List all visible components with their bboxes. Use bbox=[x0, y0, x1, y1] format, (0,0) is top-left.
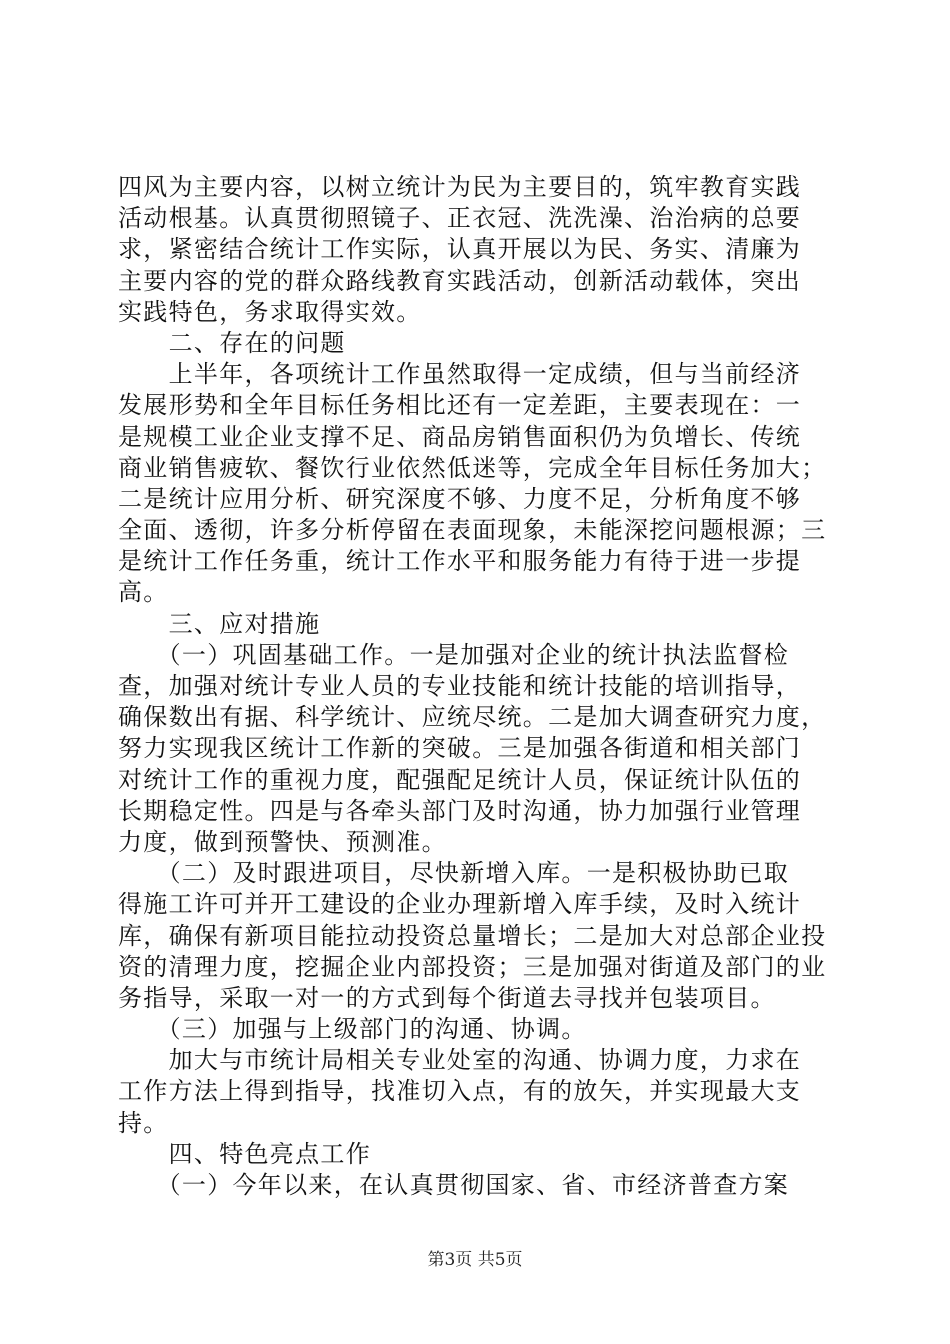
text-line: 确保数出有据、科学统计、应统尽统。二是加大调查研究力度， bbox=[118, 703, 827, 732]
text-line: （一）巩固基础工作。一是加强对企业的统计执法监督检 bbox=[118, 640, 790, 669]
text-line: 是统计工作任务重，统计工作水平和服务能力有待于进一步提 bbox=[118, 547, 802, 576]
text-line: 得施工许可并开工建设的企业办理新增入库手续，及时入统计 bbox=[118, 890, 802, 919]
text-line: 务指导，采取一对一的方式到每个街道去寻找并包装项目。 bbox=[118, 983, 776, 1012]
text-line: 商业销售疲软、餐饮行业依然低迷等，完成全年目标任务加大； bbox=[118, 453, 827, 482]
page-number-footer: 第3页 共5页 bbox=[427, 1250, 523, 1270]
text-line: 实践特色，务求取得实效。 bbox=[118, 297, 422, 326]
text-line: 是规模工业企业支撑不足、商品房销售面积仍为负增长、传统 bbox=[118, 422, 802, 451]
text-line: 库，确保有新项目能拉动投资总量增长；二是加大对总部企业投 bbox=[118, 921, 827, 950]
text-line: 力度，做到预警快、预测准。 bbox=[118, 827, 447, 856]
text-line: 二、存在的问题 bbox=[118, 328, 346, 357]
text-line: 加大与市统计局相关专业处室的沟通、协调力度，力求在 bbox=[118, 1046, 802, 1075]
text-line: 三、应对措施 bbox=[118, 609, 321, 638]
text-line: 查，加强对统计专业人员的专业技能和统计技能的培训指导， bbox=[118, 672, 802, 700]
text-line: 持。 bbox=[118, 1108, 169, 1137]
text-line: 主要内容的党的群众路线教育实践活动，创新活动载体，突出 bbox=[118, 266, 802, 295]
text-line: 努力实现我区统计工作新的突破。三是加强各街道和相关部门 bbox=[118, 734, 802, 763]
text-line: 活动根基。认真贯彻照镜子、正衣冠、洗洗澡、治治病的总要 bbox=[118, 204, 802, 233]
text-line: 对统计工作的重视力度，配强配足统计人员，保证统计队伍的 bbox=[118, 765, 802, 794]
text-line: 上半年，各项统计工作虽然取得一定成绩，但与当前经济 bbox=[118, 360, 802, 389]
text-line: （三）加强与上级部门的沟通、协调。 bbox=[118, 1015, 587, 1044]
text-line: 发展形势和全年目标任务相比还有一定差距，主要表现在：一 bbox=[118, 391, 802, 420]
text-line: 求，紧密结合统计工作实际，认真开展以为民、务实、清廉为 bbox=[118, 235, 802, 264]
document-body bbox=[118, 172, 834, 1201]
text-line: 长期稳定性。四是与各牵头部门及时沟通，协力加强行业管理 bbox=[118, 796, 802, 825]
text-line: （一）今年以来，在认真贯彻国家、省、市经济普查方案 bbox=[118, 1171, 790, 1199]
text-line: 二是统计应用分析、研究深度不够、力度不足，分析角度不够 bbox=[118, 484, 802, 513]
text-line: 资的清理力度，挖掘企业内部投资；三是加强对街道及部门的业 bbox=[118, 952, 827, 981]
text-line: （二）及时跟进项目，尽快新增入库。一是积极协助已取 bbox=[118, 859, 790, 888]
text-line: 高。 bbox=[118, 578, 169, 607]
text-line: 四风为主要内容，以树立统计为民为主要目的，筑牢教育实践 bbox=[118, 173, 802, 201]
text-line: 四、特色亮点工作 bbox=[118, 1139, 371, 1168]
text-line: 全面、透彻，许多分析停留在表面现象，未能深挖问题根源；三 bbox=[118, 516, 827, 545]
text-line: 工作方法上得到指导，找准切入点，有的放矢，并实现最大支 bbox=[118, 1077, 802, 1106]
